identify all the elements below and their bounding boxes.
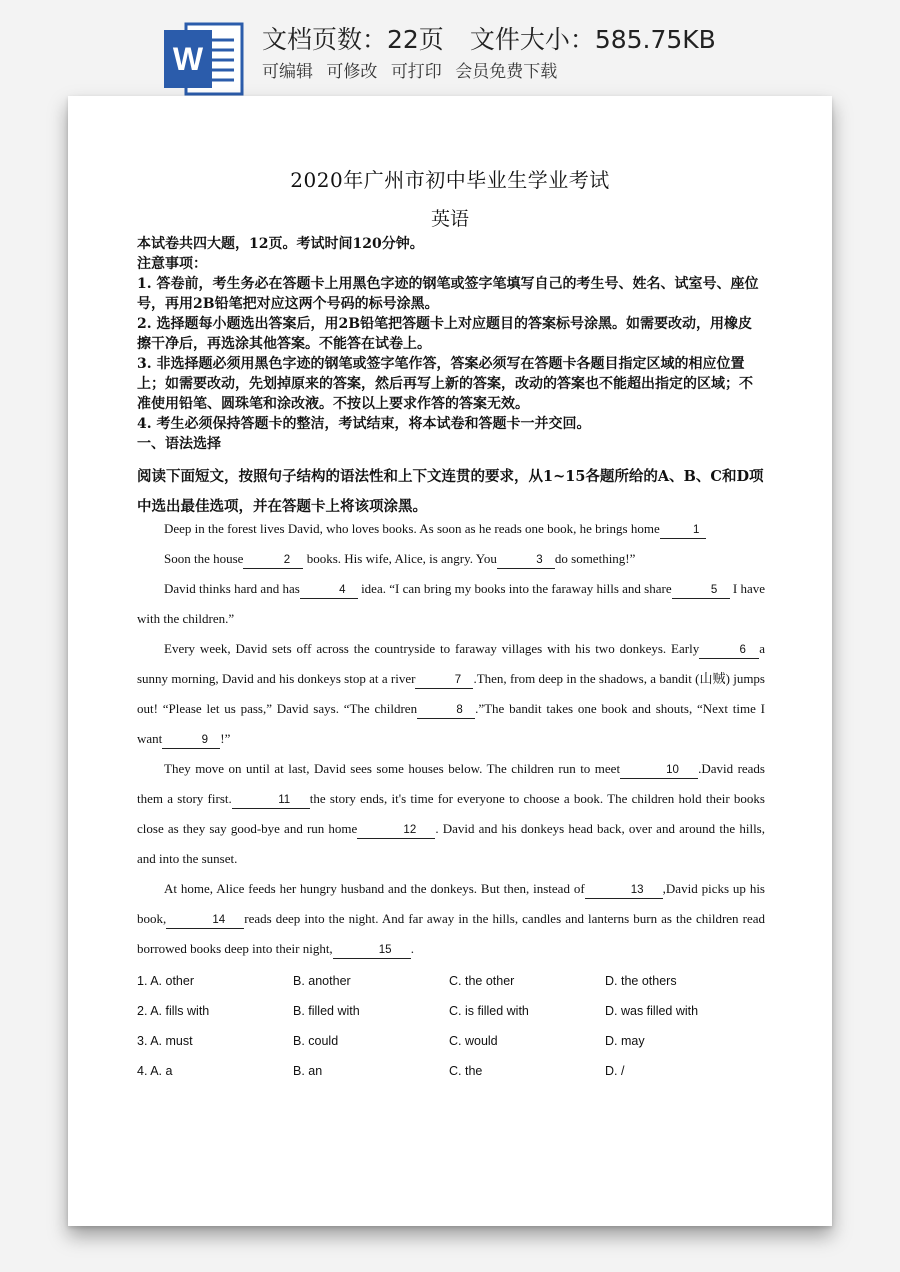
download-banner [0,0,900,100]
reading-passage [137,514,765,964]
option-a: 4. A. a [137,1064,173,1078]
passage-text: the story ends, it's time for everyone to choose a book. The children hold their books close as they say good-bye and run home [137,791,765,836]
answer-blank: 4 [300,582,358,599]
option-a: 2. A. fills with [137,1004,210,1018]
notes-heading: 注意事项： [137,256,207,272]
option-row [137,1056,765,1086]
answer-blank: 13 [585,882,663,899]
answer-blank: 3 [497,552,555,569]
passage-paragraph [137,634,765,754]
option-row [137,996,765,1026]
answer-blank: 11 [232,792,310,809]
doc-pages-label: 文档页数：22页 [262,25,444,54]
banner-features [262,57,565,82]
option-c: C. the [449,1064,483,1078]
passage-text: Every week, David sets off across the countryside to faraway villages with his two donkeys. Early [164,641,700,656]
passage-text: ,David picks up his book, [137,881,765,926]
page-title: 2020年广州市初中毕业生学业考试 [290,168,610,192]
passage-text: . [410,941,414,956]
passage-text: .David reads them a story first. [137,761,765,806]
option-a: 3. A. must [137,1034,193,1048]
answer-blank: 1 [660,522,706,539]
option-d: D. / [605,1064,625,1078]
option-c: C. is filled with [449,1004,529,1018]
passage-text: reads deep into the night. And far away in the hills, candles and lanterns burn as the children read borrowed books deep into their night, [137,911,765,956]
word-doc-icon [164,22,244,96]
note-item: 3. 非选择题必须用黑色字迹的钢笔或签字笔作答，答案必须写在答题卡各题目指定区域的相应位置上；如需要改动，先划掉原来的答案，然后再写上新的答案，改动的答案也不能超出指定的区域；不准使用铅笔、圆珠笔和涂改液。不按以上要求作答的答案无效。 [137,356,753,412]
subject-title: 英语 [430,208,469,230]
answer-blank: 9 [162,732,220,749]
answer-blank: 15 [333,942,411,959]
note-item: 2. 选择题每小题选出答案后，用2B铅笔把答题卡上对应题目的答案标号涂黑。如需要改动，用橡皮擦干净后，再选涂其他答案。不能答在试卷上。 [137,316,753,352]
section-heading: 一、语法选择 [137,436,221,452]
option-b: B. another [293,974,351,988]
option-a: 1. A. other [137,974,194,988]
feature-editable: 可编辑 [262,62,313,82]
passage-text: David thinks hard and has [164,581,300,596]
passage-text: They move on until at last, David sees some houses below. The children run to meet [164,761,621,776]
passage-paragraph [137,514,765,544]
option-row [137,1026,765,1056]
option-d: D. was filled with [605,1004,699,1018]
file-size-label: 文件大小：585.75KB [469,25,716,54]
option-b: B. could [293,1034,339,1048]
option-c: C. would [449,1034,498,1048]
answer-blank: 12 [357,822,435,839]
feature-printable: 可打印 [390,62,442,82]
passage-text: .Then, from deep in the shadows, a bandit (山贼) jumps out! “Please let us pass,” David says. “The children [137,671,765,716]
option-d: D. may [605,1034,645,1048]
passage-text: At home, Alice feeds her hungry husband and the donkeys. But then, instead of [164,881,585,896]
answer-blank: 8 [417,702,475,719]
passage-text: idea. “I can bring my books into the faraway hills and share [361,581,672,596]
passage-paragraph [137,874,765,964]
passage-paragraph [137,544,765,574]
passage-text: do something!” [554,551,636,566]
note-item: 4. 考生必须保持答题卡的整洁，考试结束，将本试卷和答题卡一并交回。 [137,416,591,432]
exam-notes [137,234,765,454]
svg-text:W: W [172,41,204,77]
passage-text: !” [220,731,231,746]
passage-text: . David and his donkeys head back, over and around the hills, and into the sunset. [137,821,765,866]
notes-intro: 本试卷共四大题，12页。考试时间120分钟。 [137,236,424,252]
option-b: B. an [293,1064,323,1078]
feature-modifiable: 可修改 [326,62,378,82]
passage-text: a sunny morning, David and his donkeys stop at a river [137,641,765,686]
option-c: C. the other [449,974,515,988]
answer-blank: 14 [166,912,244,929]
passage-text: Soon the house [164,551,244,566]
section-instruction: 阅读下面短文，按照句子结构的语法性和上下文连贯的要求，从1~15各题所给的A、B、C和D项中选出最佳选项，并在答题卡上将该项涂黑。 [137,468,764,515]
answer-blank: 5 [672,582,730,599]
answer-blank: 10 [620,762,698,779]
passage-text: Deep in the forest lives David, who loves books. As soon as he reads one book, he brings home [164,521,660,536]
passage-text: I have with the children.” [137,581,766,626]
passage-paragraph [137,754,765,874]
answer-blank: 7 [415,672,473,689]
option-d: D. the others [605,974,677,988]
answer-blank: 6 [699,642,759,659]
answer-blank: 2 [243,552,303,569]
passage-paragraph [137,574,765,634]
passage-text: books. His wife, Alice, is angry. You [306,551,497,566]
document-page [68,96,832,1226]
option-b: B. filled with [293,1004,360,1018]
passage-text: .”The bandit takes one book and shouts, “Next time I want [137,701,765,746]
feature-member-download: 会员免费下载 [455,62,558,82]
note-item: 1. 答卷前，考生务必在答题卡上用黑色字迹的钢笔或签字笔填写自己的考生号、姓名、试室号、座位号，再用2B铅笔把对应这两个号码的标号涂黑。 [137,276,759,312]
banner-file-info [262,20,716,56]
option-row [137,966,765,996]
answer-options [137,966,765,1086]
